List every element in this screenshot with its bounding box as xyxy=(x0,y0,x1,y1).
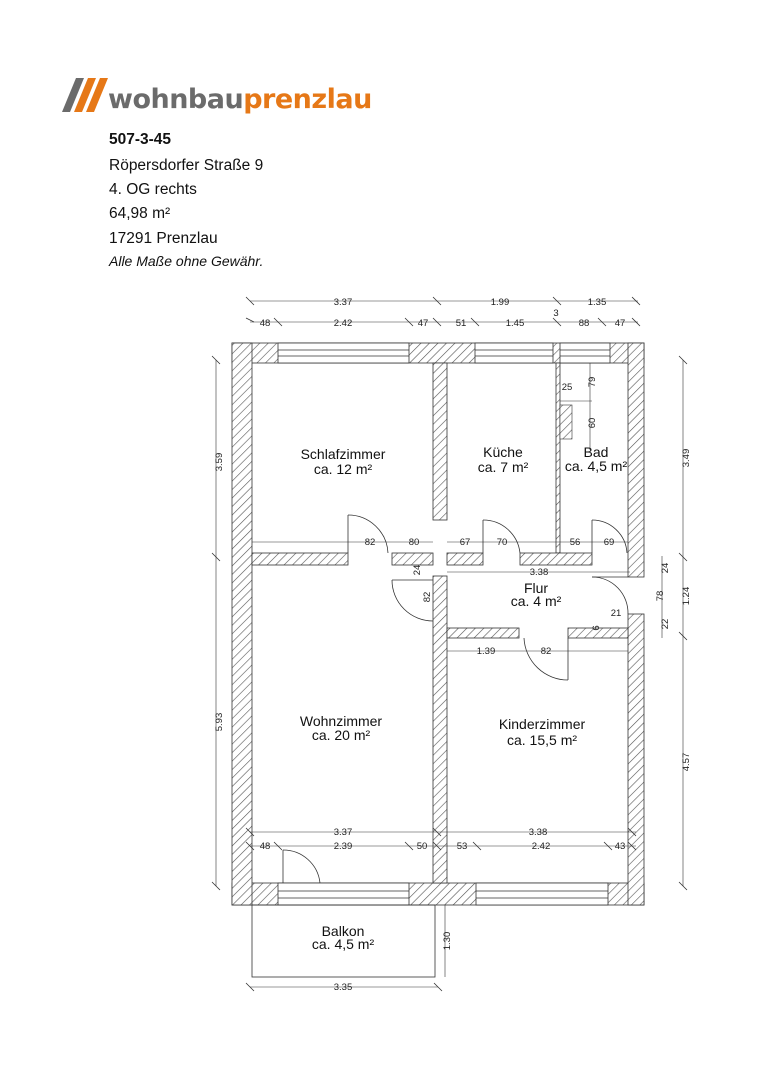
logo: wohnbauprenzlau xyxy=(108,84,372,115)
dim-right-small-1: 24 xyxy=(660,562,671,574)
total-area: 64,98 m² xyxy=(109,205,171,222)
dim-top2-3: 47 xyxy=(417,318,429,329)
dim-top2-7: 47 xyxy=(614,318,626,329)
dim-right-1: 3.49 xyxy=(681,448,692,468)
dim-bottom2-5: 2.42 xyxy=(531,841,551,852)
dim-bad-2: 79 xyxy=(587,376,598,388)
walls xyxy=(232,343,644,905)
room-wohnzimmer-name: Wohnzimmer xyxy=(299,713,383,729)
dim-door-1: 82 xyxy=(364,537,376,548)
dim-top2-4: 51 xyxy=(455,318,467,329)
city: 17291 Prenzlau xyxy=(109,230,218,247)
dim-left-1: 3.59 xyxy=(214,452,225,472)
dim-bottom2-4: 53 xyxy=(456,841,468,852)
dim-balkon-depth: 1.30 xyxy=(442,931,453,951)
dim-top2-2: 2.42 xyxy=(333,318,353,329)
dim-flur-1: 24 xyxy=(412,564,423,576)
dim-door-2: 80 xyxy=(408,537,420,548)
dim-bottom2-6: 43 xyxy=(614,841,626,852)
dim-top-3: 1.35 xyxy=(587,297,607,308)
room-flur-name: Flur xyxy=(523,580,549,596)
dim-bottom2-2: 2.39 xyxy=(333,841,353,852)
dim-top2-6: 88 xyxy=(578,318,590,329)
dim-right-small-2: 78 xyxy=(655,590,666,602)
dim-bottom2-1: 48 xyxy=(259,841,271,852)
room-flur-area: ca. 4 m² xyxy=(510,593,562,609)
room-wohnzimmer-area: ca. 20 m² xyxy=(311,727,371,743)
dim-top2-1: 48 xyxy=(259,318,271,329)
dim-bottom-1: 3.37 xyxy=(333,827,353,838)
dim-top-2: 1.99 xyxy=(490,297,510,308)
room-kueche-name: Küche xyxy=(483,444,523,460)
room-kueche-area: ca. 7 m² xyxy=(477,459,529,475)
dim-right-small-3: 22 xyxy=(660,618,671,630)
dim-flur-2: 82 xyxy=(422,591,433,603)
dim-kinder-2: 82 xyxy=(540,646,552,657)
dim-right-2: 1.24 xyxy=(681,586,692,606)
room-schlafzimmer-area: ca. 12 m² xyxy=(313,461,373,477)
dim-bottom2-3: 50 xyxy=(416,841,428,852)
dim-bottom-2: 3.38 xyxy=(528,827,548,838)
dim-top2-5: 1.45 xyxy=(505,318,525,329)
room-bad-name: Bad xyxy=(583,444,609,460)
room-kinderzimmer-area: ca. 15,5 m² xyxy=(506,732,578,748)
object-id: 507-3-45 xyxy=(109,131,172,148)
street-address: Röpersdorfer Straße 9 xyxy=(109,157,264,174)
dim-top-small: 3 xyxy=(553,308,559,319)
dim-kinder-1: 1.39 xyxy=(476,646,496,657)
dim-top-1: 3.37 xyxy=(333,297,353,308)
dim-balkon-width: 3.35 xyxy=(333,982,353,993)
dim-door-6: 69 xyxy=(603,537,615,548)
dim-right-3: 4.57 xyxy=(681,752,692,772)
dim-bad-3: 60 xyxy=(587,417,598,429)
dim-flur-width: 3.38 xyxy=(529,567,549,578)
bathroom-shaft xyxy=(560,405,572,439)
room-balkon-area: ca. 4,5 m² xyxy=(311,936,375,952)
dim-left-2: 5.93 xyxy=(214,712,225,732)
dim-door-5: 56 xyxy=(569,537,581,548)
dim-flur-3: 21 xyxy=(610,608,622,619)
floor-info: 4. OG rechts xyxy=(109,181,197,198)
dim-door-4: 70 xyxy=(496,537,508,548)
dim-flur-4: 6 xyxy=(591,625,602,631)
room-kinderzimmer-name: Kinderzimmer xyxy=(498,716,586,732)
disclaimer: Alle Maße ohne Gewähr. xyxy=(109,253,264,269)
room-bad-area: ca. 4,5 m² xyxy=(564,458,628,474)
room-balkon-name: Balkon xyxy=(321,923,365,939)
dim-bad-1: 25 xyxy=(561,382,573,393)
dim-door-3: 67 xyxy=(459,537,471,548)
room-schlafzimmer-name: Schlafzimmer xyxy=(300,446,386,462)
